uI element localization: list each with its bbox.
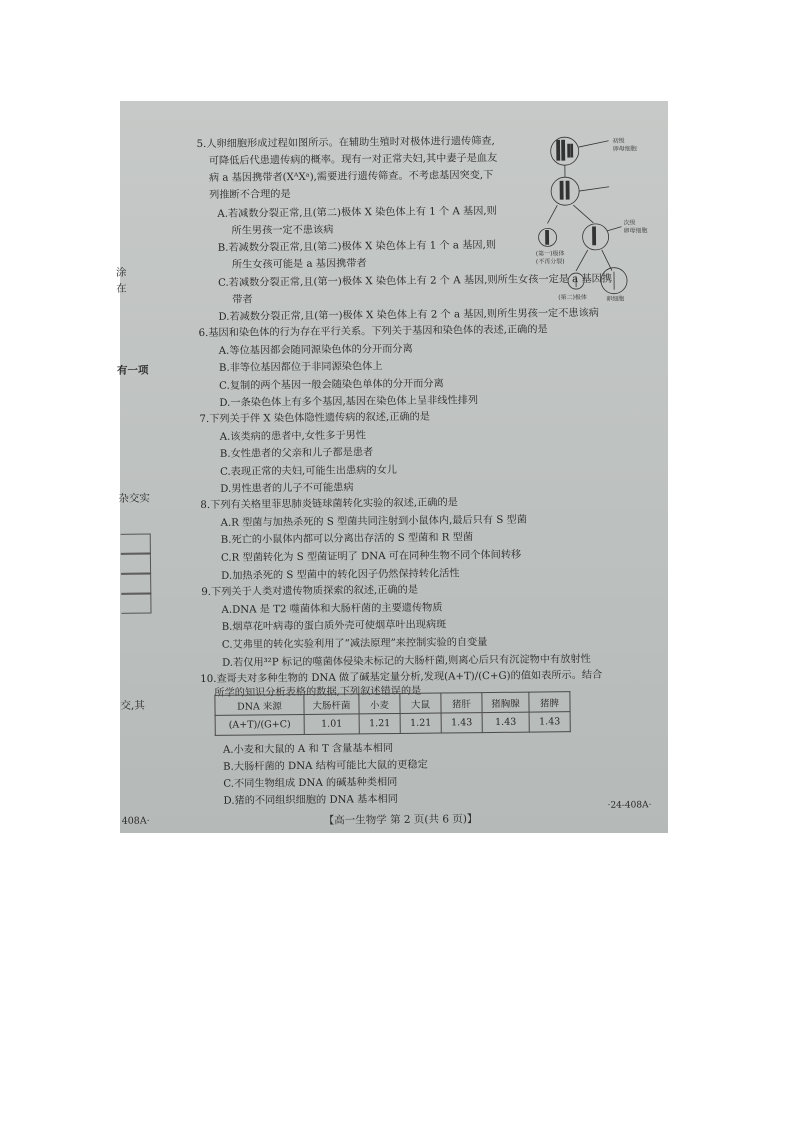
- table-cell: 大肠杆菌: [304, 694, 359, 715]
- label-primary-oocyte: 初级: [612, 137, 625, 145]
- option-a: A.若减数分裂正常,且(第二)极体 X 染色体上有 1 个 A 基因,则: [217, 205, 497, 220]
- margin-text-2: 在: [116, 282, 127, 295]
- margin-table-row: [121, 534, 151, 554]
- question-stem: 7.下列关于伴 X 染色体隐性遗传病的叙述,正确的是: [199, 411, 430, 426]
- oogenesis-diagram: [534, 130, 661, 303]
- option-a: A.R 型菌与加热杀死的 S 型菌共同注射到小鼠体内,最后只有 S 型菌: [220, 514, 527, 529]
- option-a-cont: 所生男孩一定不患该病: [231, 224, 334, 237]
- question-stem: 可降低后代患遗传病的概率。现有一对正常夫妇,其中妻子是血友: [208, 152, 498, 167]
- option-a: A.等位基因都会随同源染色体的分开而分离: [218, 343, 413, 357]
- label-primary-oocyte: 卵母细胞: [612, 145, 637, 153]
- option-d: D.猪的不同组织细胞的 DNA 基本相同: [223, 793, 398, 807]
- table-row: [215, 712, 570, 736]
- label-first-polar-body: (第一)极体: [535, 250, 565, 258]
- option-a: A.该类病的患者中,女性多于男性: [219, 430, 367, 443]
- exam-photo: [115, 101, 668, 833]
- table-cell: 1.43: [441, 713, 482, 733]
- option-c: C.若减数分裂正常,且(第一)极体 X 染色体上有 2 个 A 基因,则所生女孩一定是 a 基因携: [218, 273, 613, 289]
- table-cell: 1.21: [359, 713, 400, 733]
- option-d: D.一条染色体上有多个基因,基因在染色体上呈非线性排列: [219, 395, 479, 409]
- option-b: B.若减数分裂正常,且(第二)极体 X 染色体上有 1 个 a 基因,则: [217, 239, 497, 254]
- option-c: C.表现正常的夫妇,可能生出患病的女儿: [219, 464, 398, 478]
- option-b: B.大肠杆菌的 DNA 结构可能比大鼠的更稳定: [223, 759, 428, 773]
- table-cell: 小麦: [359, 693, 400, 713]
- option-d: D.男性患者的儿子不可能患病: [220, 482, 354, 495]
- table-cell: 1.01: [304, 714, 359, 735]
- margin-table-row: [121, 594, 151, 614]
- exam-page: [116, 98, 672, 836]
- label-first-polar-body: (不再分裂): [535, 258, 565, 266]
- question-stem: 8.下列有关格里菲思肺炎链球菌转化实验的叙述,正确的是: [200, 497, 458, 512]
- table-cell: 大鼠: [400, 693, 441, 713]
- question-stem: 5.人卵细胞形成过程如图所示。在辅助生殖时对极体进行遗传筛查,: [196, 135, 495, 151]
- question-stem: 9.下列关于人类对遗传物质探索的叙述,正确的是: [201, 584, 419, 599]
- table-cell: 猪肝: [441, 693, 482, 713]
- margin-table-row: [121, 574, 151, 594]
- table-cell: 猪脾: [529, 692, 570, 712]
- option-b: B.烟草花叶病毒的蛋白质外壳可使烟草叶出现病斑: [221, 619, 447, 633]
- question-stem: 10.查哥夫对多种生物的 DNA 做了碱基定量分析,发现(A+T)/(C+G)的值如表所示。结合: [200, 669, 603, 686]
- table-cell: DNA 来源: [215, 694, 304, 715]
- option-d: D.若仅用³²P 标记的噬菌体侵染未标记的大肠杆菌,则离心后只有沉淀物中有放射性: [221, 653, 591, 669]
- label-second-polar-body: (第二)极体: [558, 293, 587, 302]
- option-d: D.加热杀死的 S 型菌中的转化因子仍然保持转化活性: [221, 568, 460, 582]
- margin-text-1: 涂: [115, 266, 127, 279]
- option-c: C.艾弗里的转化实验利用了“减法原理”来控制实验的自变量: [221, 637, 488, 651]
- table-cell: 1.43: [529, 712, 570, 732]
- question-stem: 病 a 基因携带者(XᴬXᵃ),需要进行遗传筛查。不考虑基因突变,下: [208, 169, 494, 184]
- label-egg-cell: 卵细胞: [606, 295, 625, 303]
- question-stem: 所学的知识分析表格的数据,下列叙述错误的是: [214, 685, 422, 699]
- dna-ratio-table: [214, 691, 570, 736]
- table-cell: 1.21: [400, 713, 441, 733]
- option-c: C.不同生物组成 DNA 的碱基种类相同: [223, 776, 398, 790]
- table-cell: 猪胸腺: [482, 692, 529, 712]
- option-c: C.R 型菌转化为 S 型菌证明了 DNA 可在同种生物不同个体间转移: [220, 549, 522, 564]
- table-cell: (A+T)/(G+C): [215, 714, 304, 735]
- question-stem: 6.基因和染色体的行为存在平行关系。下列关于基因和染色体的表述,正确的是: [198, 324, 548, 340]
- option-b: B.女性患者的父亲和儿子都是患者: [219, 447, 374, 460]
- footer-left-code: 408A·: [121, 815, 150, 827]
- margin-text-5: 交,其: [120, 699, 145, 712]
- option-a: A.小麦和大鼠的 A 和 T 含量基本相同: [222, 743, 394, 756]
- option-b-cont: 所生女孩可能是 a 基因携带者: [231, 258, 367, 271]
- margin-table-row: [121, 554, 151, 574]
- label-secondary-oocyte: 卵母细胞: [623, 227, 648, 235]
- option-b: B.非等位基因都位于非同源染色体上: [218, 361, 383, 374]
- margin-text-4: 杂交实: [118, 492, 150, 505]
- option-c-cont: 带者: [232, 294, 253, 306]
- footer-page-label: 【高一生物学 第 2 页(共 6 页)】: [323, 813, 478, 827]
- option-c: C.复制的两个基因一般会随染色单体的分开而分离: [219, 378, 444, 392]
- option-b: B.死亡的小鼠体内都可以分离出存活的 S 型菌和 R 型菌: [220, 532, 474, 546]
- label-secondary-oocyte: 次级: [623, 219, 636, 227]
- question-stem: 列推断不合理的是: [209, 189, 291, 201]
- margin-text-3: 有一项: [116, 364, 149, 377]
- footer-exam-code: ·24-408A·: [607, 800, 652, 811]
- option-a: A.DNA 是 T2 噬菌体和大肠杆菌的主要遗传物质: [221, 602, 443, 616]
- option-d: D.若减数分裂正常,且(第一)极体 X 染色体上有 2 个 a 基因,则所生男孩一定不患该病: [218, 307, 599, 323]
- table-cell: 1.43: [482, 712, 529, 732]
